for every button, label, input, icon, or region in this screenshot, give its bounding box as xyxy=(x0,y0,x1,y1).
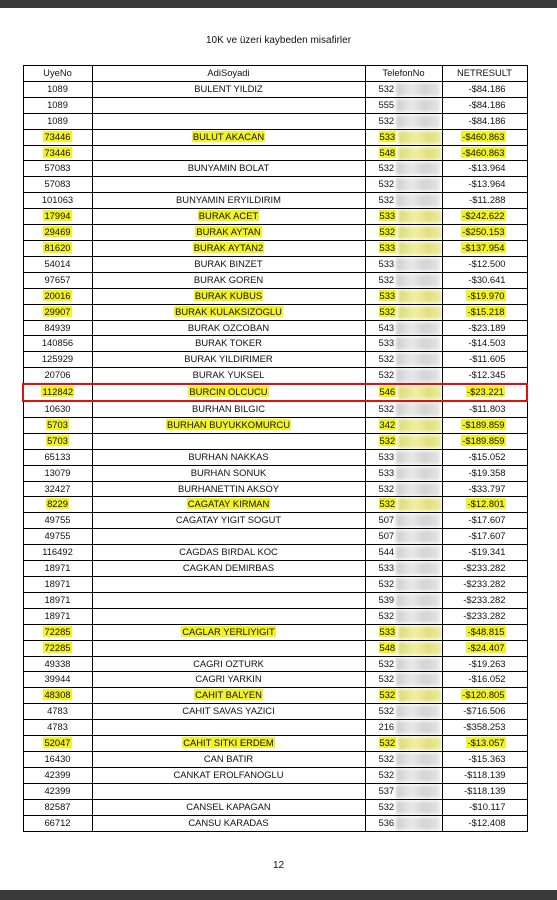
cell-adisoyadi: CAGATAY YIGIT SOGUT xyxy=(175,514,282,526)
cell-uyeno: 81620 xyxy=(44,241,71,253)
redacted-phone-blur xyxy=(398,226,442,239)
cell-telefonno: 548 xyxy=(379,146,396,158)
cell-telefonno: 216 xyxy=(378,721,395,733)
table-row xyxy=(23,193,527,209)
table-row xyxy=(23,368,527,384)
cell-uyeno: 54014 xyxy=(44,257,71,269)
cell-telefonno: 533 xyxy=(378,450,395,462)
cell-uyeno: 4783 xyxy=(47,705,68,717)
cell-netresult: -$19.341 xyxy=(468,546,506,558)
table-row xyxy=(23,145,527,161)
cell-adisoyadi: BURAK GOREN xyxy=(193,273,264,285)
cell-uyeno: 57083 xyxy=(44,162,71,174)
cell-uyeno: 72285 xyxy=(44,641,71,653)
cell-telefonno: 532 xyxy=(378,578,395,589)
cell-telefonno: 532 xyxy=(378,114,395,126)
cell-adisoyadi: BURHAN BILGIC xyxy=(192,403,265,415)
table-row xyxy=(23,113,527,129)
cell-adisoyadi: BULUT AKACAN xyxy=(192,130,265,142)
cell-uyeno: 1089 xyxy=(47,114,68,126)
redacted-phone-blur xyxy=(398,498,442,511)
redacted-phone-blur xyxy=(396,753,440,766)
table-row xyxy=(23,161,527,177)
cell-adisoyadi: BURAK YUKSEL xyxy=(192,369,265,381)
cell-netresult: -$15.218 xyxy=(467,305,505,317)
table-row xyxy=(23,272,527,288)
table-row xyxy=(23,720,527,736)
redacted-phone-blur xyxy=(396,483,440,496)
cell-adisoyadi: BURAK KULAKSIZOGLU xyxy=(175,305,282,317)
cell-uyeno: 17994 xyxy=(44,210,71,222)
cell-netresult: -$23.189 xyxy=(468,321,506,333)
cell-adisoyadi: CAGRI OZTURK xyxy=(193,657,264,669)
redacted-phone-blur xyxy=(396,162,440,175)
cell-adisoyadi: CAGLAR YERLIYIGIT xyxy=(182,625,275,637)
cell-netresult: -$23.221 xyxy=(466,386,504,398)
cell-telefonno: 536 xyxy=(378,816,395,828)
table-row xyxy=(23,209,527,225)
cell-uyeno: 116492 xyxy=(42,546,73,558)
cell-uyeno: 82587 xyxy=(44,800,71,812)
cell-uyeno: 20016 xyxy=(44,289,71,301)
cell-uyeno: 18971 xyxy=(44,593,71,605)
redacted-phone-blur xyxy=(396,721,440,734)
redacted-phone-blur xyxy=(396,337,440,350)
cell-uyeno: 48308 xyxy=(44,689,71,701)
cell-uyeno: 112842 xyxy=(42,386,74,398)
cell-adisoyadi: CAN BATIR xyxy=(203,752,254,764)
redacted-phone-blur xyxy=(396,673,440,686)
cell-uyeno: 73446 xyxy=(44,146,71,158)
cell-adisoyadi: CANKAT EROLFANOGLU xyxy=(173,768,284,780)
table-row xyxy=(23,81,527,97)
table-row xyxy=(23,561,527,577)
redacted-phone-blur xyxy=(396,546,440,559)
table-row xyxy=(23,449,527,465)
redacted-phone-blur xyxy=(398,306,442,319)
redacted-phone-blur xyxy=(396,769,440,782)
cell-uyeno: 49338 xyxy=(44,657,71,669)
cell-telefonno: 532 xyxy=(379,689,396,701)
table-row xyxy=(23,384,527,401)
cell-telefonno: 533 xyxy=(378,562,395,574)
cell-uyeno: 5703 xyxy=(47,434,68,446)
cell-netresult: -$17.607 xyxy=(468,514,506,526)
cell-netresult: -$189.859 xyxy=(462,418,505,430)
cell-netresult: -$233.282 xyxy=(463,562,506,574)
cell-telefonno: 533 xyxy=(379,210,396,222)
cell-telefonno: 532 xyxy=(378,800,395,812)
cell-adisoyadi: BURAK AYTAN2 xyxy=(193,241,264,253)
cell-telefonno: 532 xyxy=(378,178,395,190)
table-row xyxy=(23,815,527,831)
cell-adisoyadi: BURAK KUBUS xyxy=(194,289,263,301)
cell-uyeno: 29469 xyxy=(44,226,71,238)
cell-uyeno: 66712 xyxy=(44,816,71,828)
cell-telefonno: 532 xyxy=(378,403,395,415)
cell-telefonno: 532 xyxy=(378,82,395,94)
redacted-phone-blur xyxy=(398,419,442,432)
cell-telefonno: 532 xyxy=(378,353,395,365)
table-row xyxy=(23,799,527,815)
cell-adisoyadi: CAHIT SAVAS YAZICI xyxy=(182,705,275,717)
cell-uyeno: 10630 xyxy=(44,403,71,415)
table-row xyxy=(23,497,527,513)
document-page xyxy=(0,8,557,890)
table-row xyxy=(23,688,527,704)
cell-uyeno: 32427 xyxy=(44,482,71,494)
table-row xyxy=(23,608,527,624)
cell-uyeno: 18971 xyxy=(44,562,71,574)
cell-netresult: -$358.253 xyxy=(463,721,506,733)
redacted-phone-blur xyxy=(396,353,440,366)
cell-netresult: -$15.052 xyxy=(468,450,506,462)
cell-adisoyadi: BURCIN OLCUCU xyxy=(189,386,268,398)
cell-uyeno: 57083 xyxy=(44,178,71,190)
table-row xyxy=(23,177,527,193)
table-row xyxy=(23,417,527,433)
cell-telefonno: 532 xyxy=(378,482,395,494)
redacted-phone-blur xyxy=(396,178,440,191)
redacted-phone-blur xyxy=(396,801,440,814)
cell-netresult: -$242.622 xyxy=(462,210,505,222)
redacted-phone-blur xyxy=(398,435,442,448)
cell-telefonno: 544 xyxy=(378,546,395,558)
redacted-phone-blur xyxy=(396,194,440,207)
redacted-phone-blur xyxy=(396,403,440,416)
cell-netresult: -$13.964 xyxy=(468,162,506,174)
cell-uyeno: 49755 xyxy=(44,530,71,542)
table-row xyxy=(23,751,527,767)
cell-netresult: -$716.506 xyxy=(463,705,506,717)
cell-adisoyadi: CAGDAS BIRDAL KOC xyxy=(179,546,278,558)
cell-uyeno: 1089 xyxy=(47,82,68,94)
table-row xyxy=(23,481,527,497)
cell-telefonno: 533 xyxy=(379,289,396,301)
table-row xyxy=(23,336,527,352)
redacted-phone-blur xyxy=(396,274,440,287)
cell-adisoyadi: BURAK BINZET xyxy=(194,257,263,269)
redacted-phone-blur xyxy=(398,737,442,750)
cell-adisoyadi: CANSEL KAPAGAN xyxy=(186,800,271,812)
cell-netresult: -$10.117 xyxy=(469,800,506,812)
table-row xyxy=(23,240,527,256)
cell-uyeno: 13079 xyxy=(44,466,71,478)
cell-telefonno: 342 xyxy=(379,418,396,430)
cell-netresult: -$84.186 xyxy=(468,98,506,110)
redacted-phone-blur xyxy=(396,594,440,607)
table-row xyxy=(23,256,527,272)
cell-telefonno: 532 xyxy=(378,273,395,285)
table-row xyxy=(23,320,527,336)
table-row xyxy=(23,225,527,241)
redacted-phone-blur xyxy=(396,658,440,671)
cell-netresult: -$12.500 xyxy=(468,257,506,269)
table-row xyxy=(23,704,527,720)
cell-telefonno: 533 xyxy=(378,466,395,478)
page-number: 12 xyxy=(272,860,285,871)
cell-telefonno: 507 xyxy=(378,530,395,542)
table-row xyxy=(23,304,527,320)
cell-adisoyadi: CAGKAN DEMIRBAS xyxy=(182,562,275,574)
cell-adisoyadi: BURHAN BUYUKKOMURCU xyxy=(167,418,290,430)
cell-uyeno: 20706 xyxy=(44,369,71,381)
table-row xyxy=(23,783,527,799)
redacted-phone-blur xyxy=(396,322,440,335)
cell-telefonno: 532 xyxy=(378,609,395,621)
cell-telefonno: 532 xyxy=(379,226,396,238)
redacted-phone-blur xyxy=(396,258,440,271)
cell-uyeno: 42399 xyxy=(44,784,71,796)
redacted-phone-blur xyxy=(396,705,440,718)
redacted-phone-blur xyxy=(398,242,442,255)
table-row xyxy=(23,433,527,449)
table-row xyxy=(23,640,527,656)
table-header-row xyxy=(23,66,527,82)
cell-uyeno: 65133 xyxy=(44,450,71,462)
cell-netresult: -$13.057 xyxy=(467,737,505,749)
cell-telefonno: 537 xyxy=(378,784,395,796)
table-body xyxy=(23,81,527,831)
cell-telefonno: 532 xyxy=(378,369,395,381)
redacted-phone-blur xyxy=(396,83,440,96)
members-table xyxy=(22,65,528,832)
cell-adisoyadi: CANSU KARADAS xyxy=(188,816,269,828)
cell-uyeno: 84939 xyxy=(44,321,71,333)
cell-netresult: -$12.408 xyxy=(468,816,506,828)
redacted-phone-blur xyxy=(396,451,440,464)
redacted-phone-blur xyxy=(396,514,440,527)
cell-netresult: -$118.139 xyxy=(463,784,506,796)
cell-netresult: -$48.815 xyxy=(467,625,505,637)
cell-adisoyadi: CAHIT BALYEN xyxy=(195,689,262,701)
cell-uyeno: 18971 xyxy=(44,578,71,589)
cell-netresult: -$233.282 xyxy=(463,593,506,605)
cell-telefonno: 532 xyxy=(379,498,396,510)
cell-netresult: -$137.954 xyxy=(462,241,505,253)
column-header-telefonno: TelefonNo xyxy=(365,66,442,82)
redacted-phone-blur xyxy=(396,610,440,623)
cell-netresult: -$19.358 xyxy=(468,466,506,478)
cell-adisoyadi: BURHAN SONUK xyxy=(190,466,267,478)
table-row xyxy=(23,288,527,304)
cell-netresult: -$30.641 xyxy=(468,273,506,285)
cell-uyeno: 42399 xyxy=(44,768,71,780)
cell-telefonno: 507 xyxy=(378,514,395,526)
column-header-uyeno: UyeNo xyxy=(23,66,92,82)
cell-netresult: -$12.345 xyxy=(468,369,506,381)
cell-netresult: -$11.288 xyxy=(469,194,506,206)
cell-telefonno: 533 xyxy=(379,241,396,253)
redacted-phone-blur xyxy=(398,210,442,223)
cell-adisoyadi: BURAK TOKER xyxy=(195,337,262,349)
cell-netresult: -$233.282 xyxy=(463,609,506,621)
cell-uyeno: 1089 xyxy=(47,98,68,110)
table-row xyxy=(23,624,527,640)
cell-uyeno: 52047 xyxy=(44,737,71,749)
redacted-phone-blur xyxy=(396,785,440,798)
cell-netresult: -$33.797 xyxy=(468,482,506,494)
cell-telefonno: 532 xyxy=(378,673,395,685)
cell-telefonno: 533 xyxy=(379,625,396,637)
cell-netresult: -$250.153 xyxy=(462,226,505,238)
table-row xyxy=(23,513,527,529)
cell-uyeno: 72285 xyxy=(44,625,71,637)
redacted-phone-blur xyxy=(398,689,442,702)
redacted-phone-blur xyxy=(396,578,440,591)
cell-adisoyadi: BURAK OZCOBAN xyxy=(187,321,270,333)
redacted-phone-blur xyxy=(396,817,440,830)
redacted-phone-blur xyxy=(398,626,442,639)
cell-adisoyadi: BURHANETTIN AKSOY xyxy=(177,482,280,494)
cell-adisoyadi: BURHAN NAKKAS xyxy=(188,450,269,462)
cell-netresult: -$84.186 xyxy=(468,82,506,94)
table-row xyxy=(23,97,527,113)
table-row xyxy=(23,545,527,561)
cell-uyeno: 101063 xyxy=(41,194,74,206)
cell-netresult: -$460.863 xyxy=(462,130,505,142)
table-row xyxy=(23,736,527,752)
redacted-phone-blur xyxy=(396,115,440,128)
table-row xyxy=(23,767,527,783)
cell-telefonno: 555 xyxy=(378,98,395,110)
cell-netresult: -$118.139 xyxy=(463,768,506,780)
cell-uyeno: 140856 xyxy=(41,337,74,349)
cell-uyeno: 5703 xyxy=(47,418,68,430)
cell-netresult: -$460.863 xyxy=(462,146,505,158)
cell-netresult: -$11.605 xyxy=(469,353,506,365)
cell-adisoyadi: BURAK YILDIRIMER xyxy=(184,353,273,365)
table-row xyxy=(23,577,527,593)
redacted-phone-blur xyxy=(398,642,442,655)
table-row xyxy=(23,401,527,417)
cell-netresult: -$120.805 xyxy=(462,689,505,701)
cell-adisoyadi: BUNYAMIN ERYILDIRIM xyxy=(176,194,281,206)
cell-telefonno: 543 xyxy=(378,321,395,333)
cell-telefonno: 532 xyxy=(378,705,395,717)
cell-telefonno: 533 xyxy=(378,337,395,349)
cell-netresult: -$19.970 xyxy=(467,289,505,301)
column-header-netresult: NETRESULT xyxy=(442,66,527,82)
cell-uyeno: 97657 xyxy=(44,273,71,285)
redacted-phone-blur xyxy=(396,369,440,382)
cell-uyeno: 49755 xyxy=(44,514,71,526)
table-row xyxy=(23,129,527,145)
cell-netresult: -$17.607 xyxy=(468,530,506,542)
cell-adisoyadi: BURAK AYTAN xyxy=(196,226,261,238)
cell-telefonno: 548 xyxy=(379,641,396,653)
cell-adisoyadi: BURAK ACET xyxy=(198,210,259,222)
cell-telefonno: 532 xyxy=(378,752,395,764)
cell-adisoyadi: BULENT YILDIZ xyxy=(194,82,263,94)
document-title: 10K ve üzeri kaybeden misafirler xyxy=(205,35,352,46)
cell-netresult: -$84.186 xyxy=(468,114,506,126)
table-row xyxy=(23,672,527,688)
redacted-phone-blur xyxy=(396,530,440,543)
table-row xyxy=(23,656,527,672)
cell-telefonno: 532 xyxy=(378,657,395,669)
cell-telefonno: 532 xyxy=(379,737,396,749)
cell-netresult: -$12.801 xyxy=(467,498,505,510)
table-row xyxy=(23,465,527,481)
cell-telefonno: 546 xyxy=(379,386,396,398)
cell-uyeno: 8229 xyxy=(47,498,68,510)
cell-telefonno: 532 xyxy=(378,162,395,174)
cell-netresult: -$11.803 xyxy=(469,403,506,415)
cell-netresult: -$19.263 xyxy=(468,657,506,669)
cell-adisoyadi: BUNYAMIN BOLAT xyxy=(187,162,270,174)
cell-uyeno: 16430 xyxy=(44,752,71,764)
cell-netresult: -$233.282 xyxy=(463,578,506,589)
cell-netresult: -$16.052 xyxy=(468,673,506,685)
cell-telefonno: 539 xyxy=(378,593,395,605)
cell-uyeno: 73446 xyxy=(44,130,71,142)
cell-uyeno: 29907 xyxy=(44,305,71,317)
cell-netresult: -$24.407 xyxy=(467,641,505,653)
redacted-phone-blur xyxy=(396,467,440,480)
redacted-phone-blur xyxy=(396,99,440,112)
redacted-phone-blur xyxy=(398,147,442,160)
cell-adisoyadi: CAGATAY KIRMAN xyxy=(187,498,270,510)
table-row xyxy=(23,352,527,368)
cell-uyeno: 125929 xyxy=(41,353,74,365)
cell-uyeno: 4783 xyxy=(47,721,68,733)
redacted-phone-blur xyxy=(398,131,442,144)
cell-uyeno: 39944 xyxy=(44,673,71,685)
redacted-phone-blur xyxy=(396,562,440,575)
cell-adisoyadi: CAHIT SITKI ERDEM xyxy=(183,737,274,749)
column-header-adisoyadi: AdiSoyadi xyxy=(92,66,365,82)
table-row xyxy=(23,592,527,608)
table-row xyxy=(23,529,527,545)
cell-adisoyadi: CAGRI YARKIN xyxy=(195,673,262,685)
cell-netresult: -$14.503 xyxy=(468,337,506,349)
cell-telefonno: 532 xyxy=(379,305,396,317)
cell-uyeno: 18971 xyxy=(44,609,71,621)
cell-telefonno: 532 xyxy=(378,194,395,206)
redacted-phone-blur xyxy=(398,290,442,303)
cell-telefonno: 533 xyxy=(379,130,396,142)
cell-netresult: -$189.859 xyxy=(462,434,505,446)
cell-netresult: -$15.363 xyxy=(468,752,506,764)
cell-telefonno: 532 xyxy=(378,768,395,780)
redacted-phone-blur xyxy=(398,386,442,399)
cell-telefonno: 533 xyxy=(378,257,395,269)
cell-telefonno: 532 xyxy=(379,434,396,446)
cell-netresult: -$13.964 xyxy=(468,178,506,190)
